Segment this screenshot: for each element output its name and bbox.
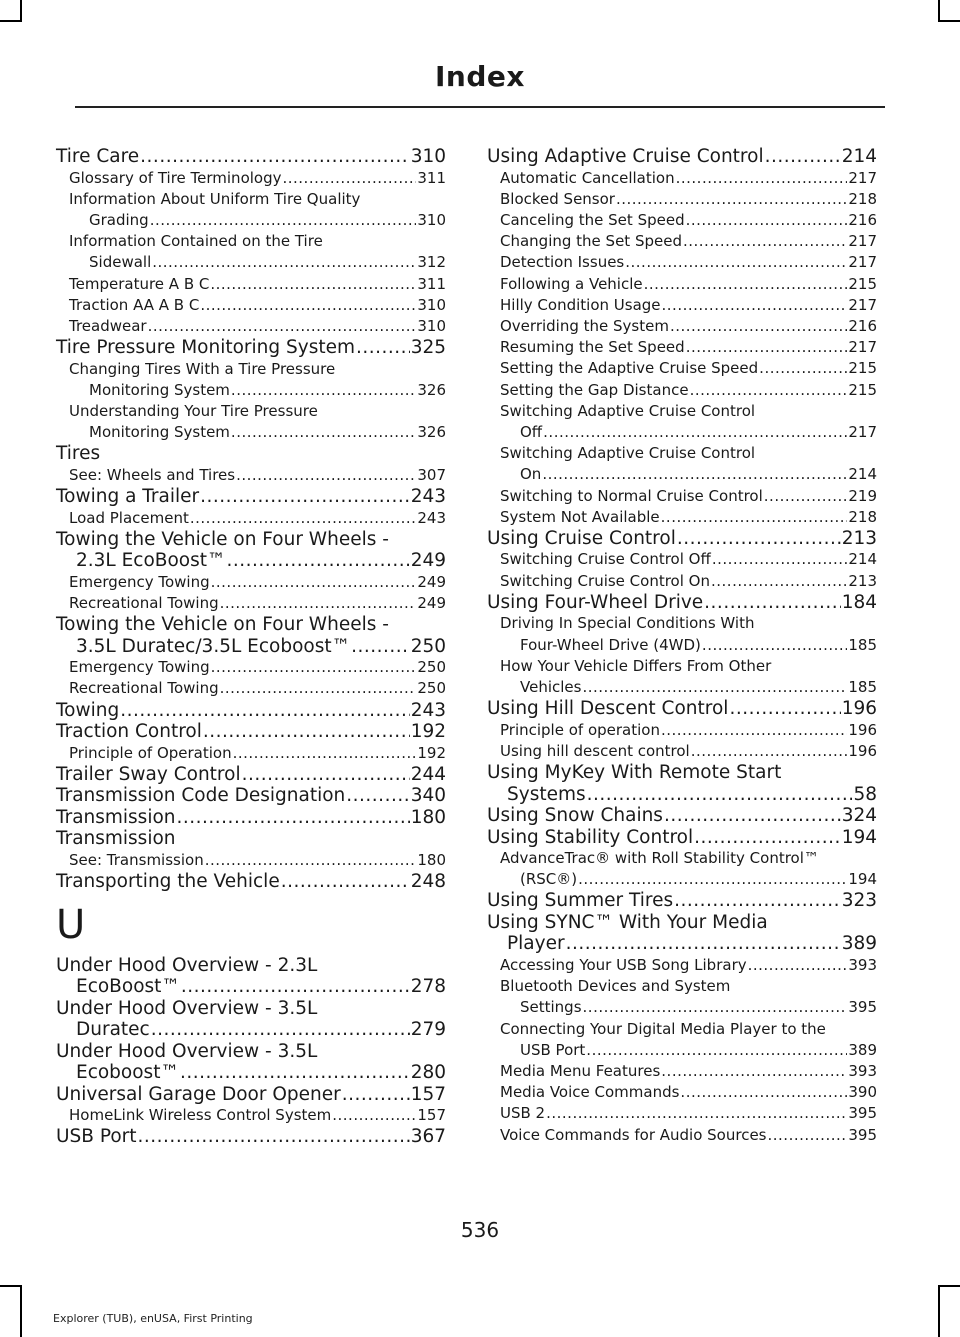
index-subentry: Temperature A B C ..... 311 (56, 274, 446, 295)
index-subentry: Treadwear ..... 310 (56, 316, 446, 337)
index-entry: Tire Care ..... 310 (56, 146, 446, 168)
index-subentry: Principle of Operation ..... 192 (56, 743, 446, 764)
index-entry: Using MyKey With Remote Start (487, 762, 782, 784)
index-entry: Transporting the Vehicle ..... 248 (56, 871, 446, 893)
index-entry: Systems ..... 58 (487, 784, 877, 806)
index-subentry: On ..... 214 (487, 464, 877, 485)
index-subentry: Information Contained on the Tire (69, 232, 323, 251)
index-subentry: Driving In Special Conditions With (500, 614, 755, 633)
index-entry: Towing the Vehicle on Four Wheels - (56, 614, 389, 636)
index-subentry: Switching Adaptive Cruise Control (500, 401, 756, 420)
index-subentry: Monitoring System ..... 326 (56, 422, 446, 443)
index-subentry: Off ..... 217 (487, 422, 877, 443)
index-subentry: See: Transmission ..... 180 (56, 850, 446, 871)
index-entry: Transmission ..... 180 (56, 807, 446, 829)
index-subentry: Emergency Towing ..... 249 (56, 572, 446, 593)
index-subentry: Setting the Gap Distance ..... 215 (487, 380, 877, 401)
index-subentry: USB Port ..... 389 (487, 1040, 877, 1061)
index-subentry: Principle of operation ..... 196 (487, 720, 877, 741)
index-subentry: (RSC®) ..... 194 (487, 869, 877, 890)
section-letter: U (56, 901, 86, 948)
index-subentry: Four-Wheel Drive (4WD) ..... 185 (487, 635, 877, 656)
crop-mark (0, 1285, 22, 1287)
index-subentry: Settings ..... 395 (487, 997, 877, 1018)
index-entry: EcoBoost™ ..... 278 (56, 976, 446, 998)
index-entry: Duratec ..... 279 (56, 1019, 446, 1041)
index-entry: Under Hood Overview - 3.5L (56, 1040, 318, 1062)
index-subentry: Emergency Towing ..... 250 (56, 657, 446, 678)
index-subentry: Accessing Your USB Song Library ..... 393 (487, 955, 877, 976)
index-entry: Using Adaptive Cruise Control ..... 214 (487, 146, 877, 168)
index-subentry: Media Menu Features ..... 393 (487, 1061, 877, 1082)
index-entry: Towing the Vehicle on Four Wheels - (56, 528, 389, 550)
index-entry: Towing a Trailer ..... 243 (56, 486, 446, 508)
page-title: Index (435, 60, 525, 93)
index-subentry: Media Voice Commands ..... 390 (487, 1082, 877, 1103)
index-subentry: See: Wheels and Tires ..... 307 (56, 465, 446, 486)
index-subentry: AdvanceTrac® with Roll Stability Control™ (500, 849, 819, 868)
index-subentry: Connecting Your Digital Media Player to the (500, 1019, 826, 1038)
index-subentry: Recreational Towing ..... 250 (56, 678, 446, 699)
index-column-right (487, 146, 877, 1146)
index-entry: Transmission (56, 828, 176, 850)
crop-mark (20, 1285, 22, 1337)
index-subentry: Sidewall ..... 312 (56, 252, 446, 273)
index-subentry: Using hill descent control ..... 196 (487, 741, 877, 762)
index-subentry: Switching Adaptive Cruise Control (500, 444, 756, 463)
index-entry: Tires (56, 443, 101, 465)
index-entry: Using SYNC™ With Your Media (487, 911, 768, 933)
crop-mark (938, 1285, 940, 1337)
index-subentry: Detection Issues ..... 217 (487, 252, 877, 273)
index-subentry: Understanding Your Tire Pressure (69, 402, 318, 421)
index-entry: 2.3L EcoBoost™ ..... 249 (56, 550, 446, 572)
index-entry: Ecoboost™ ..... 280 (56, 1062, 446, 1084)
crop-mark (20, 0, 22, 22)
index-subentry: Vehicles ..... 185 (487, 677, 877, 698)
index-subentry: How Your Vehicle Differs From Other (500, 656, 772, 675)
index-entry: USB Port ..... 367 (56, 1126, 446, 1148)
index-entry: Universal Garage Door Opener ..... 157 (56, 1084, 446, 1106)
index-entry: Using Cruise Control ..... 213 (487, 528, 877, 550)
crop-mark (938, 20, 960, 22)
index-subentry: Switching Cruise Control Off ..... 214 (487, 549, 877, 570)
index-subentry: Switching to Normal Cruise Control ..... 219 (487, 486, 877, 507)
index-subentry: Hilly Condition Usage ..... 217 (487, 295, 877, 316)
header-divider (75, 106, 885, 108)
index-subentry: Changing the Set Speed ..... 217 (487, 231, 877, 252)
index-entry: Tire Pressure Monitoring System ..... 325 (56, 337, 446, 359)
index-entry: Using Snow Chains ..... 324 (487, 805, 877, 827)
index-subentry: Grading ..... 310 (56, 210, 446, 231)
index-subentry: Bluetooth Devices and System (500, 977, 731, 996)
footer-text: Explorer (TUB), enUSA, First Printing (53, 1312, 253, 1325)
index-entry: Using Stability Control ..... 194 (487, 827, 877, 849)
index-entry: Under Hood Overview - 2.3L (56, 954, 318, 976)
crop-mark (938, 1285, 960, 1287)
index-subentry: HomeLink Wireless Control System ..... 157 (56, 1105, 446, 1126)
index-subentry: Monitoring System ..... 326 (56, 380, 446, 401)
index-entry: Under Hood Overview - 3.5L (56, 997, 318, 1019)
index-entry: Using Summer Tires ..... 323 (487, 890, 877, 912)
index-entry: Using Four-Wheel Drive ..... 184 (487, 592, 877, 614)
index-entry: 3.5L Duratec/3.5L Ecoboost™ ..... 250 (56, 636, 446, 658)
index-subentry: Glossary of Tire Terminology ..... 311 (56, 168, 446, 189)
index-entry: Traction Control ..... 192 (56, 721, 446, 743)
index-subentry: Following a Vehicle ..... 215 (487, 274, 877, 295)
index-subentry: Recreational Towing ..... 249 (56, 593, 446, 614)
index-entry: Player ..... 389 (487, 933, 877, 955)
index-column-left (56, 146, 446, 1148)
index-subentry: Traction AA A B C ..... 310 (56, 295, 446, 316)
index-entry: Towing ..... 243 (56, 700, 446, 722)
index-entry: Using Hill Descent Control ..... 196 (487, 698, 877, 720)
index-subentry: Resuming the Set Speed ..... 217 (487, 337, 877, 358)
index-subentry: Canceling the Set Speed ..... 216 (487, 210, 877, 231)
crop-mark (938, 0, 940, 22)
index-subentry: Information About Uniform Tire Quality (69, 189, 361, 208)
index-subentry: Blocked Sensor ..... 218 (487, 189, 877, 210)
index-subentry: Switching Cruise Control On ..... 213 (487, 571, 877, 592)
index-subentry: System Not Available ..... 218 (487, 507, 877, 528)
index-subentry: Voice Commands for Audio Sources ..... 395 (487, 1125, 877, 1146)
index-entry: Transmission Code Designation ..... 340 (56, 785, 446, 807)
index-subentry: Changing Tires With a Tire Pressure (69, 359, 336, 378)
index-subentry: USB 2 ..... 395 (487, 1103, 877, 1124)
index-subentry: Automatic Cancellation ..... 217 (487, 168, 877, 189)
index-subentry: Setting the Adaptive Cruise Speed ..... 215 (487, 358, 877, 379)
index-subentry: Load Placement ..... 243 (56, 508, 446, 529)
page-number: 536 (460, 1218, 500, 1242)
index-subentry: Overriding the System ..... 216 (487, 316, 877, 337)
crop-mark (0, 20, 22, 22)
index-entry: Trailer Sway Control ..... 244 (56, 764, 446, 786)
